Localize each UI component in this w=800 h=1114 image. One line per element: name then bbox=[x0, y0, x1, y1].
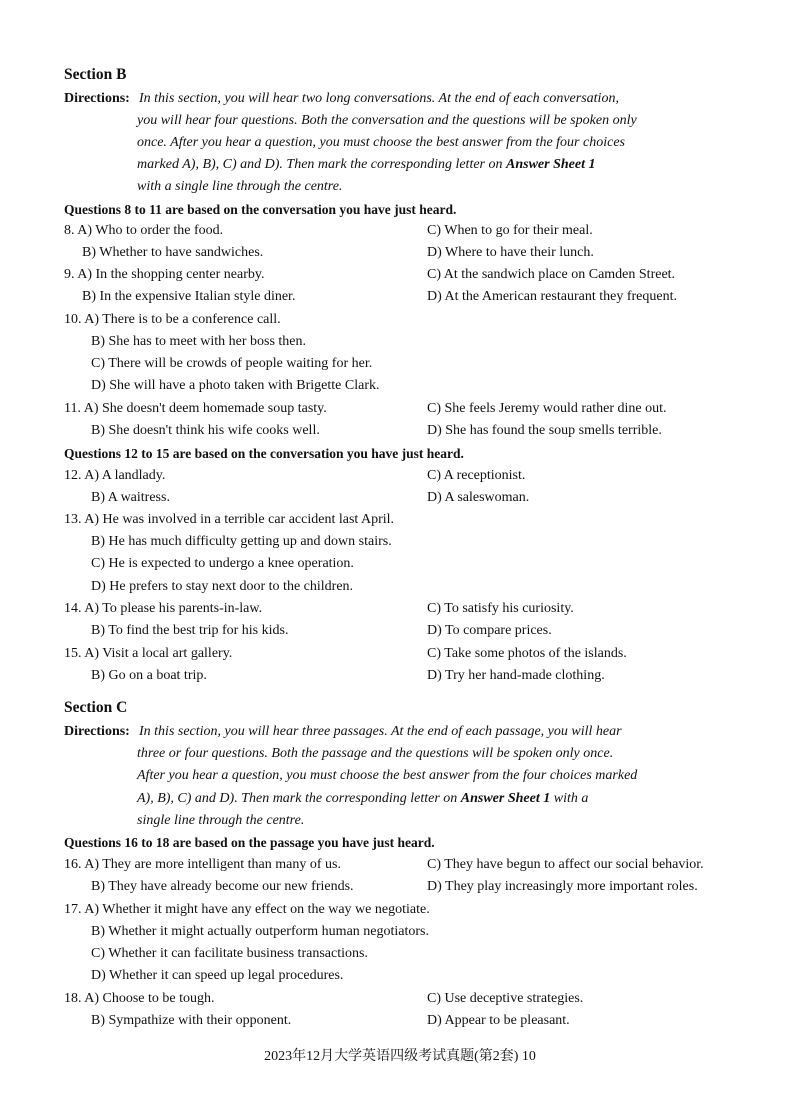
option-a: 8. A) Who to order the food. bbox=[64, 223, 224, 238]
option-c: C) At the sandwich place on Camden Street. bbox=[427, 267, 676, 282]
directions-line: In this section, you will hear two long conversations. At the end of each conversation, bbox=[139, 91, 619, 106]
question-group-heading: Questions 16 to 18 are based on the passage you have just heard. bbox=[64, 835, 435, 850]
option-d: D) He prefers to stay next door to the children. bbox=[91, 579, 354, 594]
option-a: 14. A) To please his parents-in-law. bbox=[64, 601, 263, 616]
option-d: D) Try her hand-made clothing. bbox=[427, 668, 605, 683]
option-c: C) When to go for their meal. bbox=[427, 223, 593, 238]
option-b: B) Sympathize with their opponent. bbox=[91, 1013, 292, 1028]
option-c: C) They have begun to affect our social behavior. bbox=[427, 857, 704, 872]
option-b: B) She doesn't think his wife cooks well. bbox=[91, 423, 320, 438]
option-c: C) A receptionist. bbox=[427, 468, 526, 483]
option-d: D) At the American restaurant they frequent. bbox=[427, 289, 677, 304]
option-b: B) To find the best trip for his kids. bbox=[91, 623, 289, 638]
directions-text: marked A), B), C) and D). Then mark the corresponding letter on bbox=[137, 157, 506, 172]
option-c: C) To satisfy his curiosity. bbox=[427, 601, 574, 616]
directions-text: with a bbox=[550, 791, 589, 806]
option-a: 18. A) Choose to be tough. bbox=[64, 991, 215, 1006]
option-d: D) She has found the soup smells terrible. bbox=[427, 423, 662, 438]
section-b-directions-label: Directions: bbox=[64, 91, 130, 106]
directions-line: with a single line through the centre. bbox=[137, 179, 343, 194]
option-a: 11. A) She doesn't deem homemade soup tasty. bbox=[64, 401, 327, 416]
directions-line: you will hear four questions. Both the conversation and the questions will be spoken only bbox=[137, 113, 637, 128]
option-c: C) Whether it can facilitate business transactions. bbox=[91, 946, 368, 961]
question-group-heading: Questions 12 to 15 are based on the conversation you have just heard. bbox=[64, 446, 464, 461]
section-c-title: Section C bbox=[64, 699, 128, 716]
directions-line: After you hear a question, you must choose the best answer from the four choices marked bbox=[137, 768, 638, 783]
option-d: D) Whether it can speed up legal procedures. bbox=[91, 968, 344, 983]
directions-text: A), B), C) and D). Then mark the corresponding letter on bbox=[137, 791, 461, 806]
question-group-heading: Questions 8 to 11 are based on the conversation you have just heard. bbox=[64, 202, 457, 217]
option-d: D) Appear to be pleasant. bbox=[427, 1013, 570, 1028]
option-a: 16. A) They are more intelligent than many of us. bbox=[64, 857, 341, 872]
option-b: B) Whether it might actually outperform human negotiators. bbox=[91, 924, 429, 939]
directions-line: three or four questions. Both the passage and the questions will be spoken only once. bbox=[137, 746, 614, 761]
option-b: B) A waitress. bbox=[91, 490, 170, 505]
option-a: 15. A) Visit a local art gallery. bbox=[64, 646, 233, 661]
option-b: B) In the expensive Italian style diner. bbox=[82, 289, 296, 304]
directions-line: single line through the centre. bbox=[137, 813, 305, 828]
option-a: 12. A) A landlady. bbox=[64, 468, 166, 483]
option-c: C) She feels Jeremy would rather dine out. bbox=[427, 401, 667, 416]
option-c: C) He is expected to undergo a knee operation. bbox=[91, 556, 354, 571]
section-c-directions-label: Directions: bbox=[64, 724, 130, 739]
option-d: D) She will have a photo taken with Brigette Clark. bbox=[91, 378, 380, 393]
option-a: 9. A) In the shopping center nearby. bbox=[64, 267, 265, 282]
option-a: 17. A) Whether it might have any effect on the way we negotiate. bbox=[64, 902, 430, 917]
option-b: B) Whether to have sandwiches. bbox=[82, 245, 264, 260]
directions-line: In this section, you will hear three passages. At the end of each passage, you will hear bbox=[139, 724, 622, 739]
option-b: B) They have already become our new friends. bbox=[91, 879, 354, 894]
option-b: B) He has much difficulty getting up and down stairs. bbox=[91, 534, 392, 549]
option-d: D) A saleswoman. bbox=[427, 490, 530, 505]
page-footer: 2023年12月大学英语四级考试真题(第2套) 10 bbox=[264, 1049, 536, 1064]
directions-line: once. After you hear a question, you must choose the best answer from the four choices bbox=[137, 135, 625, 150]
option-d: D) Where to have their lunch. bbox=[427, 245, 594, 260]
directions-line bbox=[137, 154, 595, 176]
option-d: D) They play increasingly more important roles. bbox=[427, 879, 698, 894]
option-d: D) To compare prices. bbox=[427, 623, 552, 638]
option-b: B) She has to meet with her boss then. bbox=[91, 334, 307, 349]
section-b-title: Section B bbox=[64, 66, 127, 83]
option-a: 10. A) There is to be a conference call. bbox=[64, 312, 281, 327]
answer-sheet-ref: Answer Sheet 1 bbox=[506, 157, 596, 172]
option-a: 13. A) He was involved in a terrible car accident last April. bbox=[64, 512, 395, 527]
option-b: B) Go on a boat trip. bbox=[91, 668, 207, 683]
option-c: C) Take some photos of the islands. bbox=[427, 646, 627, 661]
option-c: C) Use deceptive strategies. bbox=[427, 991, 584, 1006]
option-c: C) There will be crowds of people waiting for her. bbox=[91, 356, 373, 371]
directions-line bbox=[137, 788, 588, 810]
answer-sheet-ref: Answer Sheet 1 bbox=[460, 791, 551, 806]
